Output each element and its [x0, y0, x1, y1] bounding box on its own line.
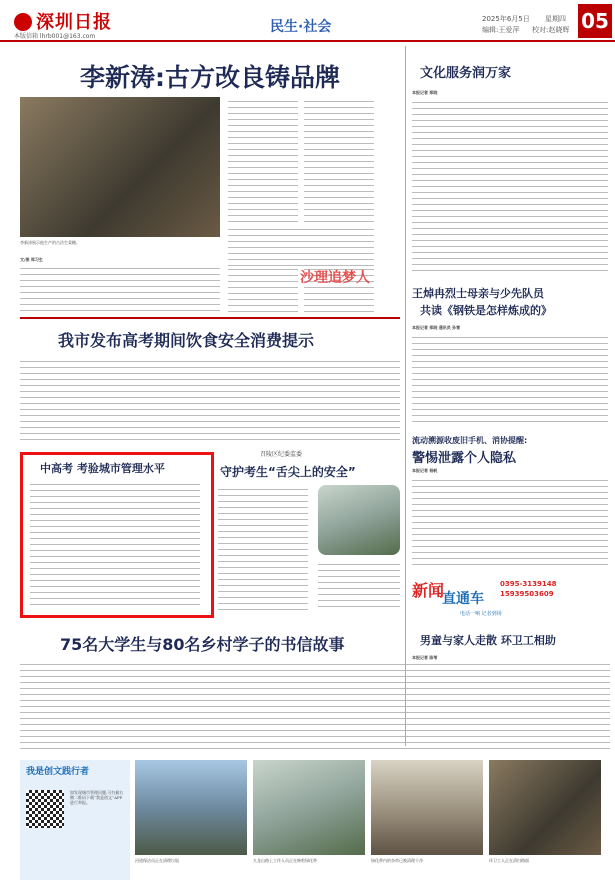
- divider: [20, 317, 400, 319]
- strip-photo-3: [371, 760, 483, 855]
- hotline-caption: 电话一响 记者到场: [460, 611, 502, 617]
- top-byline: 文/图 郑习生: [20, 257, 43, 262]
- sidebar-livestream-kicker: 流动溯源收废旧手机、消协提醒:: [412, 436, 528, 445]
- newspaper-logo: 深圳日报: [14, 8, 124, 32]
- sidebar-livestream-title: 警惕泄露个人隐私: [412, 451, 517, 466]
- hotline-1: 0395-3139148: [500, 580, 557, 588]
- news-express-label-1: 新闻: [412, 581, 445, 600]
- strip-caption-4: 环卫工人正在清扫路面: [489, 858, 529, 863]
- section-title: 民生·社会: [270, 19, 332, 35]
- bottom-banner-body: [20, 660, 610, 750]
- mid-article-col2: [318, 560, 400, 610]
- sidebar-culture-byline: 本报记者 郑晓: [412, 90, 438, 95]
- app-promo-title: 我是创文践行者: [26, 767, 90, 777]
- main-banner-headline: 我市发布高考期间饮食安全消费提示: [58, 331, 315, 350]
- strip-caption-2: 九龙山路上工作人员正在修剪绿化带: [253, 858, 317, 863]
- strip-caption-1: 河道保洁员正在清理垃圾: [135, 858, 179, 863]
- proofreader: 校对:赵晓辉: [532, 26, 570, 34]
- column-divider: [405, 46, 406, 746]
- commentary-body: [30, 480, 200, 606]
- mid-kicker: 召陵区纪委监委: [260, 451, 303, 458]
- top-article-body-col4: [228, 225, 374, 269]
- sidebar-culture-body: [412, 98, 608, 273]
- masthead-mailbox: 本版信箱 lhrb001@163.com: [14, 33, 96, 40]
- mid-article-illustration: [318, 485, 400, 555]
- qr-code[interactable]: [26, 790, 64, 828]
- hotline-2: 15939503609: [500, 590, 554, 598]
- news-express-label-2: 直通车: [442, 591, 484, 607]
- editor: 编辑:王爱萍: [482, 26, 520, 34]
- strip-photo-1: [135, 760, 247, 855]
- strip-caption-3: 绿化带内的杂草已被清理干净: [371, 858, 423, 863]
- strip-photo-4: [489, 760, 601, 855]
- top-article-photo: [20, 97, 220, 237]
- bottom-banner-headline: 75名大学生与80名乡村学子的书信故事: [60, 635, 345, 654]
- page-number: 05: [578, 4, 612, 38]
- sidebar-livestream-byline: 本报记者 杨帆: [412, 468, 438, 473]
- sidebar-family-title: 男童与家人走散 环卫工相助: [420, 634, 556, 647]
- column-logo-shazhu: 沙理追梦人: [300, 270, 370, 286]
- sidebar-veteran-title-line1: 王焯冉烈士母亲与少先队员: [412, 287, 544, 300]
- main-banner-body: [20, 357, 400, 445]
- sidebar-family-byline: 本报记者 陈苇: [412, 655, 438, 660]
- issue-weekday: 星期四: [545, 15, 566, 23]
- sidebar-livestream-body: [412, 476, 608, 568]
- issue-date: 2025年6月5日: [482, 15, 530, 23]
- sidebar-culture-title: 文化服务润万家: [420, 66, 512, 81]
- qr-caption: 如发现城市管理问题,可扫描右侧二维码下载“我是创文”APP进行举报。: [70, 790, 124, 805]
- commentary-headline: 中高考 考验城市管理水平: [40, 462, 165, 475]
- mid-article-col1: [218, 485, 308, 610]
- top-article-body-col2: [228, 97, 298, 312]
- top-article-body-col1: [20, 264, 220, 312]
- sidebar-veteran-body: [412, 333, 608, 425]
- top-headline: 李新涛:古方改良铸品牌: [80, 63, 340, 92]
- logo-emblem-icon: [14, 13, 32, 31]
- sidebar-veteran-title-line2: 共读《钢铁是怎样炼成的》: [420, 304, 552, 317]
- mid-headline: 守护考生“舌尖上的安全”: [220, 465, 356, 479]
- strip-photo-2: [253, 760, 365, 855]
- top-photo-caption: 李新涛展示他生产的古法生姜糖。: [20, 240, 80, 245]
- sidebar-veteran-byline: 本报记者 郑晓 通讯员 孙雪: [412, 325, 461, 330]
